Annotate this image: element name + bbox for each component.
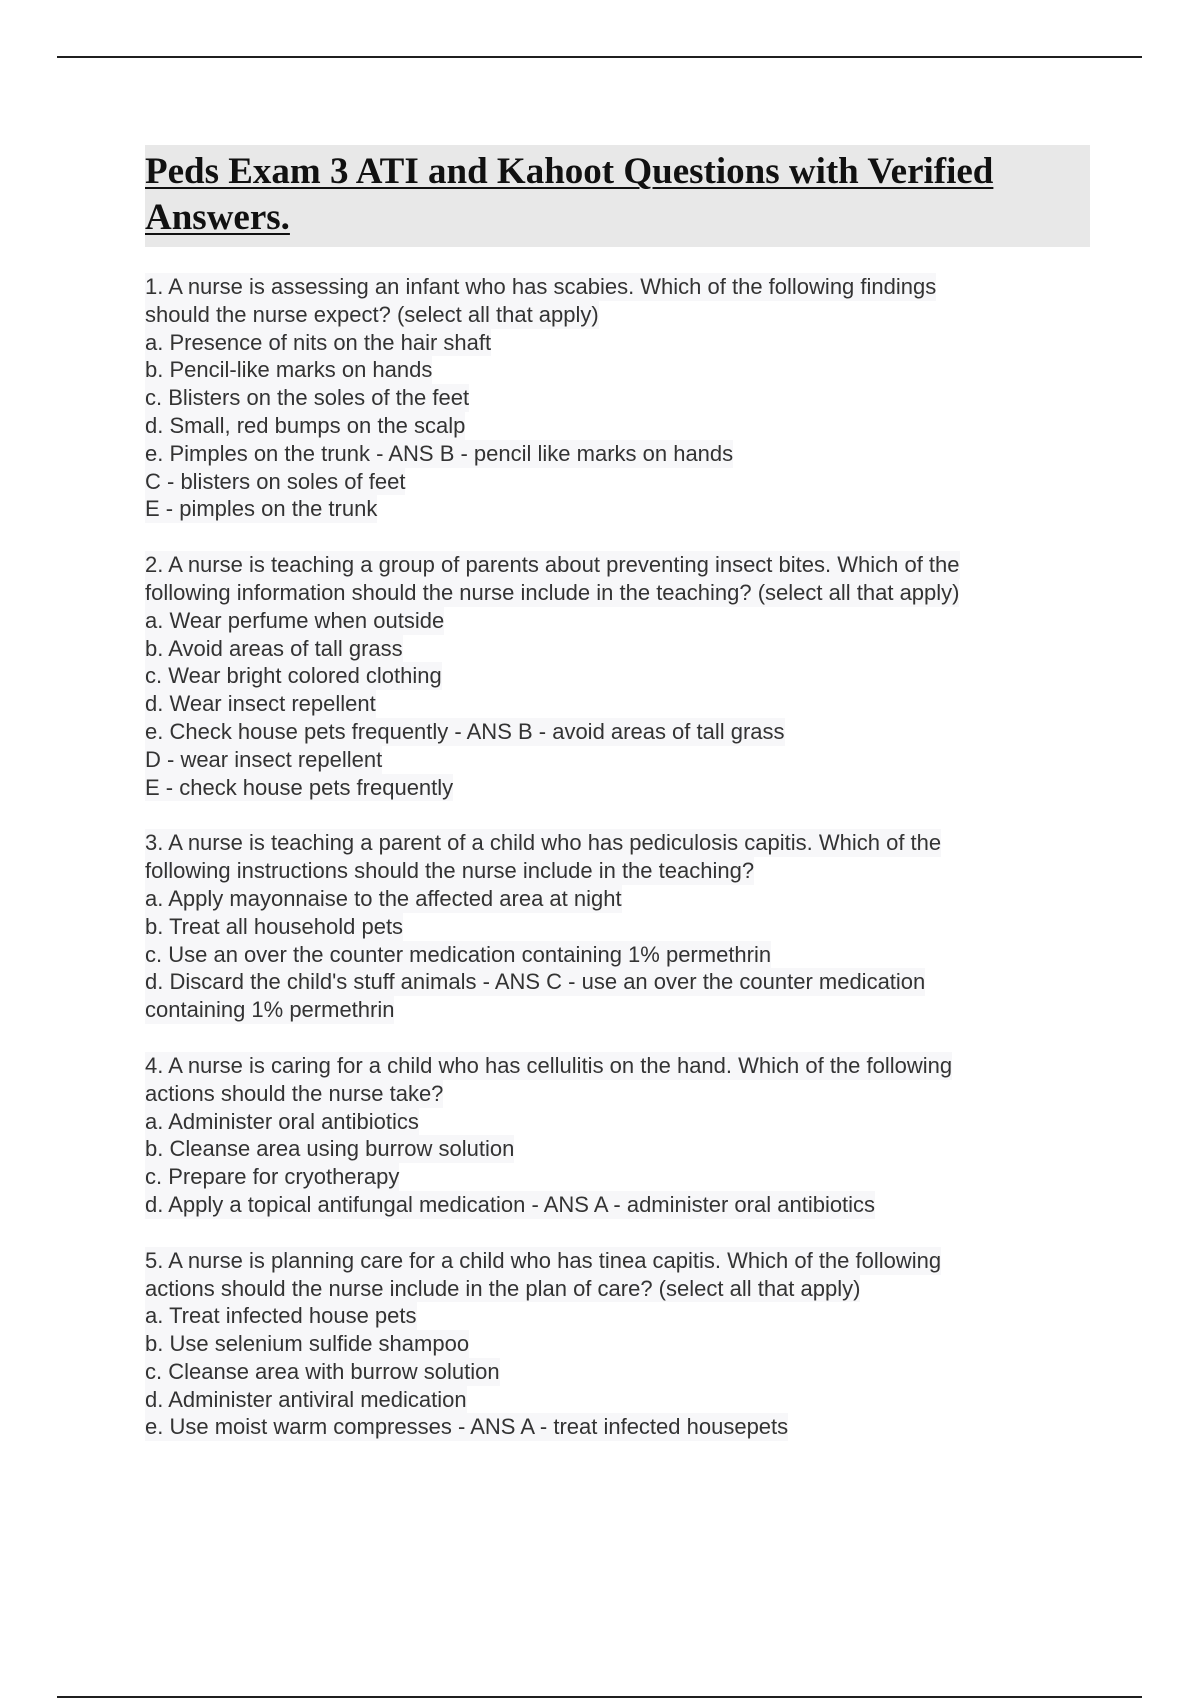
document-title xyxy=(145,145,1090,247)
question-4 xyxy=(145,1052,1090,1219)
title-line-1: Peds Exam 3 ATI and Kahoot Questions with Verified xyxy=(145,151,994,192)
question-5-option-answer: e. Use moist warm compresses - ANS A - treat infected housepets xyxy=(145,1414,789,1440)
question-2 xyxy=(145,551,1090,801)
question-4-option: b. Cleanse area using burrow solution xyxy=(145,1136,515,1162)
bottom-rule xyxy=(57,1696,1142,1698)
question-4-option-answer: d. Apply a topical antifungal medication - ANS A - administer oral antibiotics xyxy=(145,1191,876,1217)
question-4-option: c. Prepare for cryotherapy xyxy=(145,1164,400,1190)
question-1-line: should the nurse expect? (select all that apply) xyxy=(145,301,599,327)
document-body xyxy=(145,145,1090,1469)
question-2-answer: D - wear insect repellent xyxy=(145,746,383,772)
question-3-option: b. Treat all household pets xyxy=(145,913,404,939)
question-5 xyxy=(145,1247,1090,1442)
question-2-option: b. Avoid areas of tall grass xyxy=(145,635,403,661)
question-5-line: actions should the nurse include in the plan of care? (select all that apply) xyxy=(145,1275,861,1301)
question-2-answer: E - check house pets frequently xyxy=(145,774,454,800)
question-5-line: 5. A nurse is planning care for a child who has tinea capitis. Which of the following xyxy=(145,1247,942,1273)
question-3-option-answer: d. Discard the child's stuff animals - ANS C - use an over the counter medication xyxy=(145,969,926,995)
question-1-line: 1. A nurse is assessing an infant who has scabies. Which of the following findings xyxy=(145,274,937,299)
question-3-line: following instructions should the nurse include in the teaching? xyxy=(145,858,755,884)
question-5-option: a. Treat infected house pets xyxy=(145,1303,417,1329)
question-1-option: c. Blisters on the soles of the feet xyxy=(145,385,470,411)
question-3-option: c. Use an over the counter medication containing 1% permethrin xyxy=(145,941,772,967)
question-3 xyxy=(145,829,1090,1024)
question-3-option: a. Apply mayonnaise to the affected area at night xyxy=(145,885,622,911)
question-list xyxy=(145,273,1090,1441)
title-line-2: Answers. xyxy=(145,197,290,238)
question-4-line: 4. A nurse is caring for a child who has cellulitis on the hand. Which of the following xyxy=(145,1052,953,1078)
question-2-option: a. Wear perfume when outside xyxy=(145,607,445,633)
question-5-option: c. Cleanse area with burrow solution xyxy=(145,1358,500,1384)
question-2-line: following information should the nurse include in the teaching? (select all that apply) xyxy=(145,579,960,605)
question-2-option-answer: e. Check house pets frequently - ANS B - avoid areas of tall grass xyxy=(145,718,785,744)
question-1-answer: C - blisters on soles of feet xyxy=(145,468,406,494)
question-1-option: d. Small, red bumps on the scalp xyxy=(145,412,466,438)
question-3-line: 3. A nurse is teaching a parent of a child who has pediculosis capitis. Which of the xyxy=(145,830,942,856)
question-3-answer: containing 1% permethrin xyxy=(145,997,395,1023)
question-1-answer: E - pimples on the trunk xyxy=(145,496,378,522)
top-rule xyxy=(57,56,1142,58)
question-4-line: actions should the nurse take? xyxy=(145,1080,444,1106)
question-1 xyxy=(145,273,1090,523)
question-4-option: a. Administer oral antibiotics xyxy=(145,1108,419,1134)
question-1-option: b. Pencil-like marks on hands xyxy=(145,357,433,383)
question-1-option: a. Presence of nits on the hair shaft xyxy=(145,329,492,355)
question-1-option-answer: e. Pimples on the trunk - ANS B - pencil like marks on hands xyxy=(145,440,734,466)
question-5-option: b. Use selenium sulfide shampoo xyxy=(145,1331,470,1357)
question-2-option: d. Wear insect repellent xyxy=(145,691,376,717)
question-2-option: c. Wear bright colored clothing xyxy=(145,663,442,689)
question-2-line: 2. A nurse is teaching a group of parents about preventing insect bites. Which of the xyxy=(145,552,960,578)
question-5-option: d. Administer antiviral medication xyxy=(145,1386,467,1412)
